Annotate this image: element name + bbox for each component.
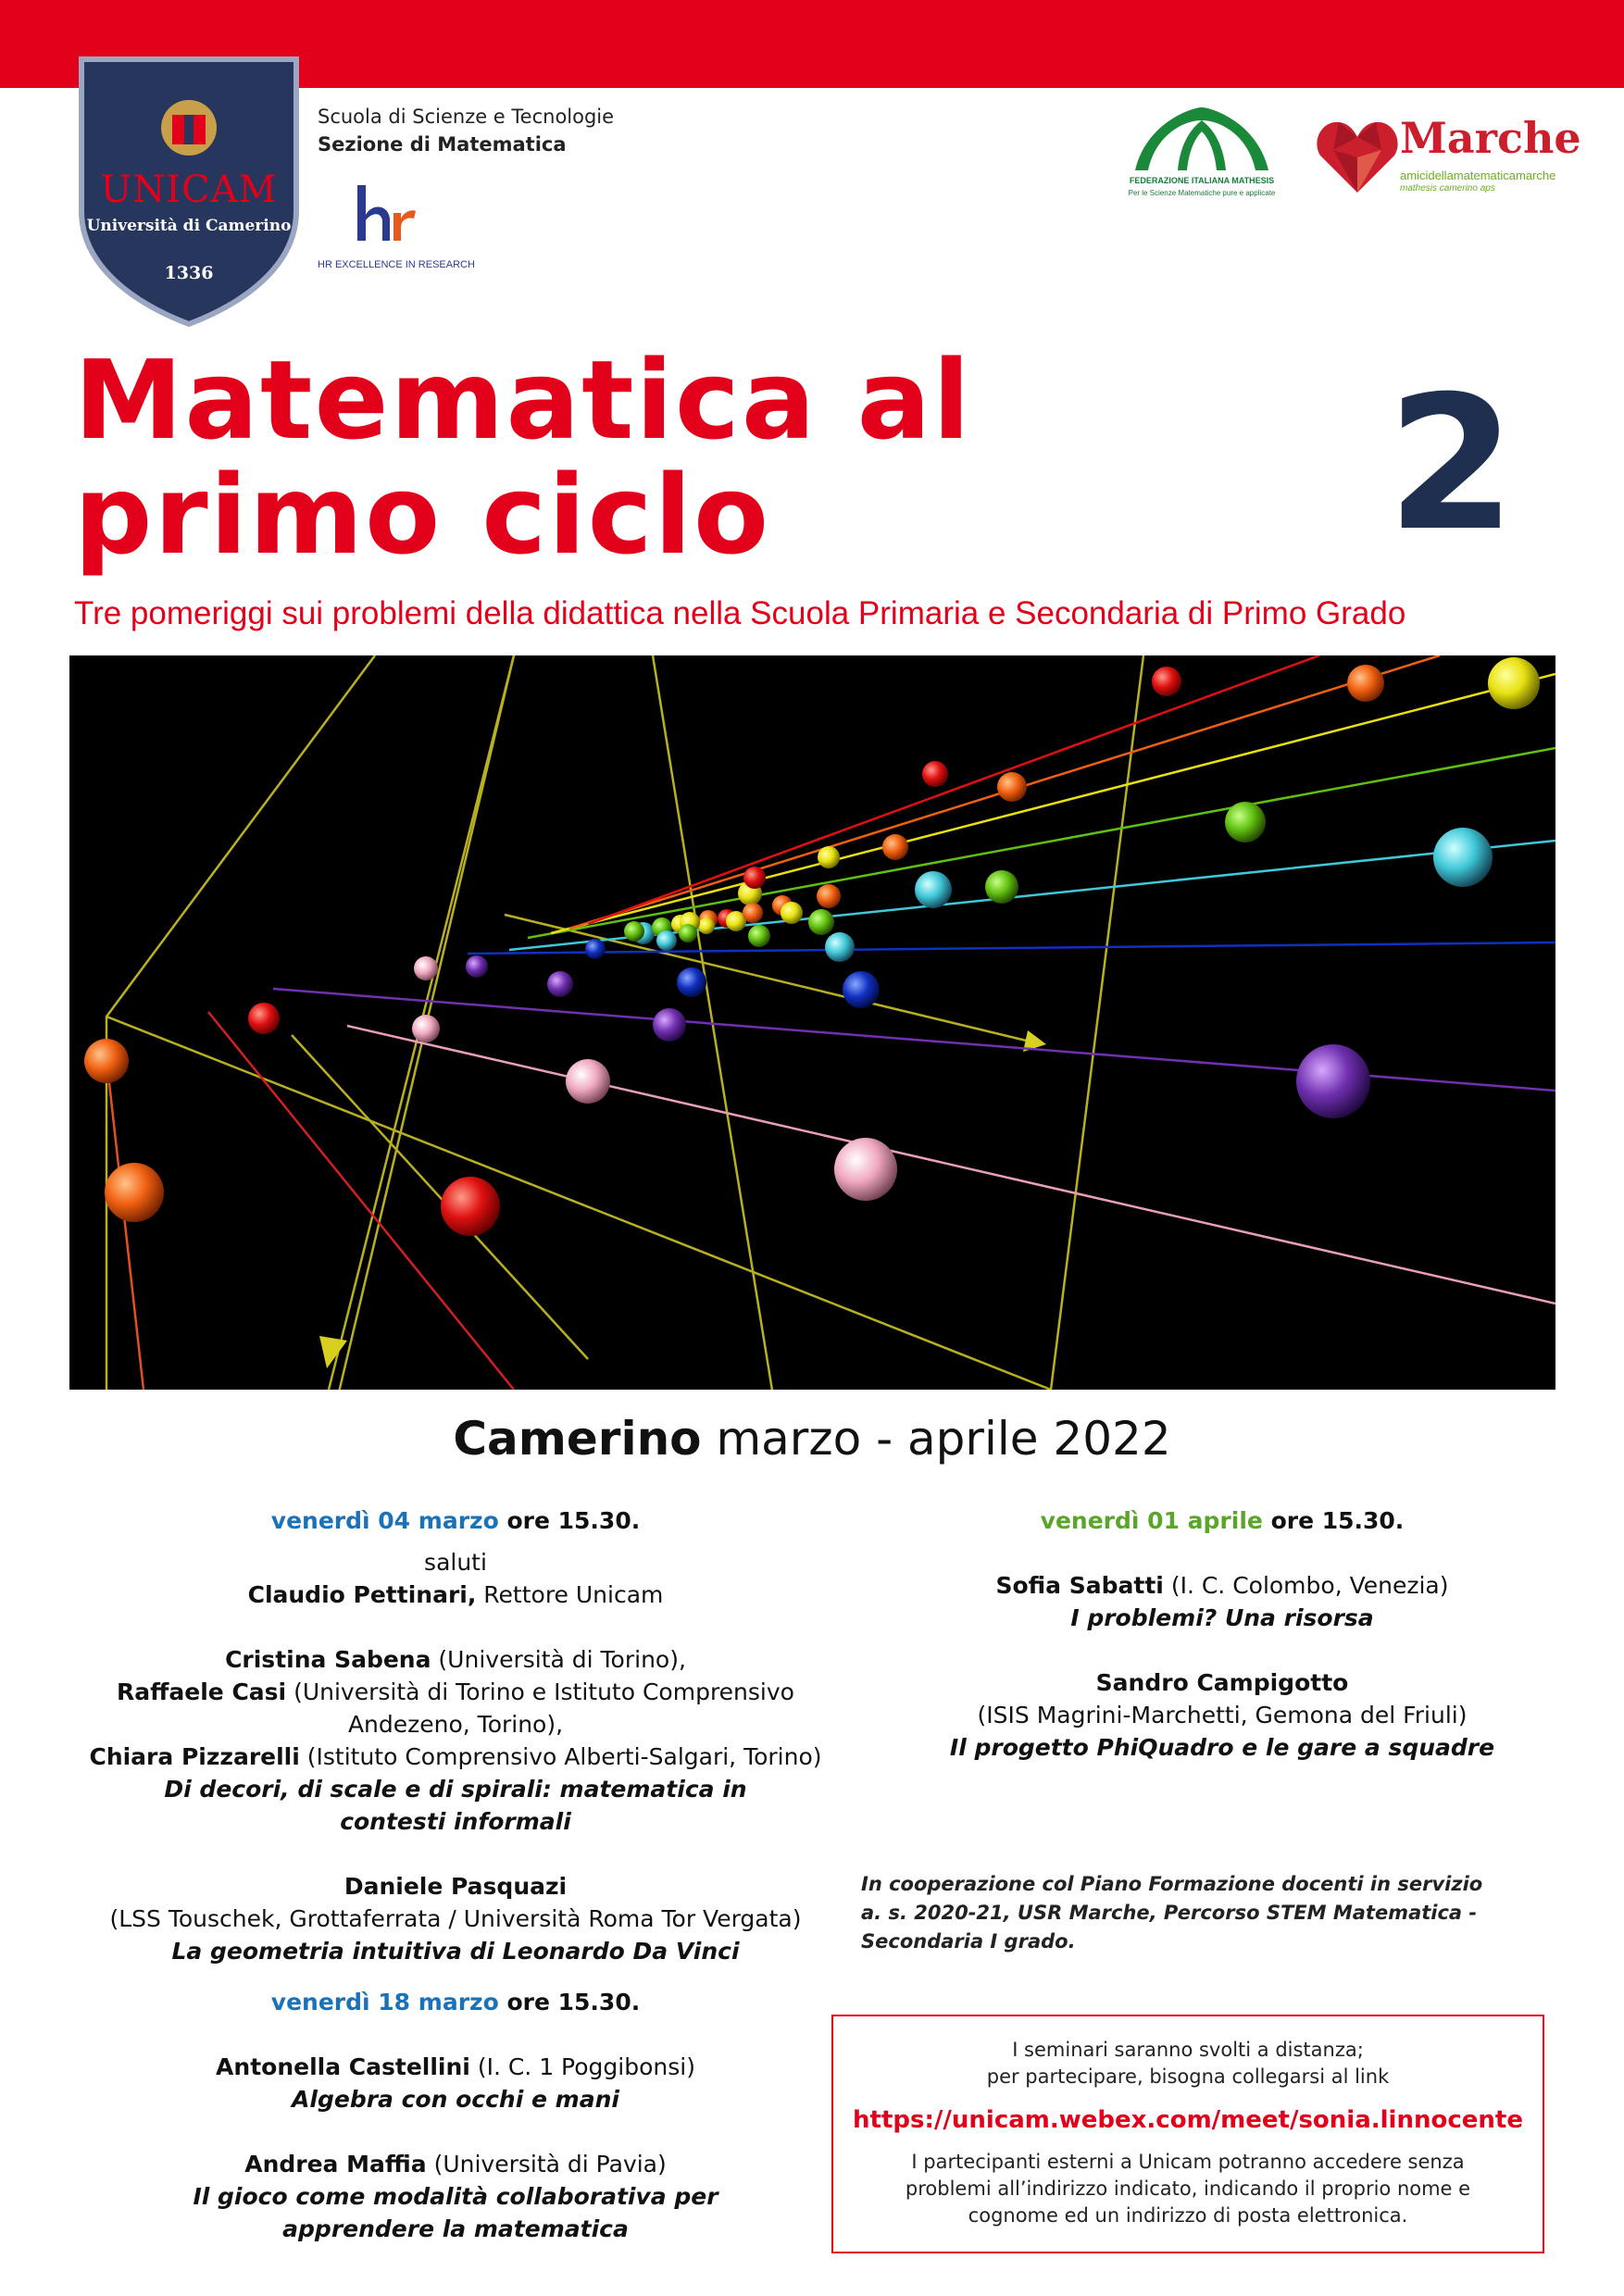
day-time: ore 15.30. bbox=[1262, 1507, 1405, 1534]
info-line: I seminari saranno svolti a distanza; bbox=[1012, 2039, 1364, 2061]
school-line: Scuola di Scienze e Tecnologie bbox=[318, 106, 615, 128]
speaker-affiliation: (Università di Pavia) bbox=[426, 2151, 667, 2177]
info-line: cognome ed un indirizzo di posta elettronica. bbox=[968, 2204, 1408, 2227]
university-subtitle: Università di Camerino bbox=[86, 217, 292, 235]
speaker-affiliation: Andezeno, Torino), bbox=[347, 1711, 564, 1738]
speaker-affiliation: (LSS Touschek, Grottaferrata / Università Roma Tor Vergata) bbox=[109, 1905, 802, 1932]
speaker-name: Claudio Pettinari, bbox=[247, 1581, 477, 1608]
speaker-name: Sandro Campigotto bbox=[1095, 1669, 1349, 1696]
day-heading bbox=[57, 1986, 854, 2018]
speaker-name: Cristina Sabena bbox=[225, 1646, 431, 1673]
university-name: UNICAM bbox=[100, 168, 278, 211]
mathesis-logo bbox=[1128, 104, 1276, 206]
school-info bbox=[318, 103, 614, 158]
program-left-column bbox=[57, 1504, 854, 2245]
day-date: venerdì 04 marzo bbox=[270, 1507, 499, 1534]
saluti-label: saluti bbox=[424, 1549, 487, 1576]
title-line1: Matematica al bbox=[74, 336, 972, 464]
webex-link[interactable]: https://unicam.webex.com/meet/sonia.linnocente bbox=[853, 2106, 1523, 2134]
subtitle: Tre pomeriggi sui problemi della didattica nella Scuola Primaria e Secondaria di Primo Grado bbox=[74, 595, 1406, 631]
program-right-column bbox=[889, 1504, 1555, 1764]
event-dateline bbox=[0, 1412, 1624, 1466]
day-heading bbox=[889, 1504, 1555, 1537]
day-time: ore 15.30. bbox=[498, 1989, 641, 2015]
info-line: per partecipare, bisogna collegarsi al link bbox=[986, 2065, 1390, 2088]
talk-title: Il gioco come modalità collaborativa per bbox=[193, 2183, 718, 2210]
speaker-name: Antonella Castellini bbox=[216, 2053, 470, 2080]
speaker-name: Sofia Sabatti bbox=[995, 1572, 1164, 1599]
speaker bbox=[57, 2051, 854, 2083]
talk-title: apprendere la matematica bbox=[282, 2215, 629, 2242]
speaker-name: Andrea Maffia bbox=[244, 2151, 427, 2177]
speaker-affiliation: (I. C. Colombo, Venezia) bbox=[1163, 1572, 1449, 1599]
talk-title: Algebra con occhi e mani bbox=[292, 2086, 619, 2113]
mathesis-tagline: Per le Scienze Matematiche pure e applicate bbox=[1128, 189, 1276, 197]
speaker bbox=[57, 1676, 854, 1708]
speaker bbox=[889, 1569, 1555, 1602]
speaker-name: Chiara Pizzarelli bbox=[89, 1743, 300, 1770]
period: marzo - aprile 2022 bbox=[701, 1412, 1171, 1466]
city: Camerino bbox=[453, 1412, 702, 1466]
speaker-affiliation: (Università di Torino), bbox=[431, 1646, 686, 1673]
day-heading bbox=[57, 1504, 854, 1537]
speaker bbox=[57, 1643, 854, 1676]
speaker bbox=[57, 2148, 854, 2180]
talk-title: Di decori, di scale e di spirali: matematica in bbox=[164, 1776, 747, 1803]
hero-3d-spheres-image bbox=[69, 655, 1555, 1390]
title-line2: primo ciclo bbox=[74, 451, 771, 579]
coop-line: a. s. 2020-21, USR Marche, Percorso STEM Matematica - bbox=[861, 1902, 1478, 1924]
marche-word: Marche bbox=[1400, 113, 1581, 163]
unicam-logo bbox=[76, 54, 302, 328]
talk-title: Il progetto PhiQuadro e le gare a squadre bbox=[949, 1734, 1495, 1761]
cooperation-note bbox=[861, 1870, 1509, 1956]
day-date: venerdì 18 marzo bbox=[270, 1989, 499, 2015]
edition-number: 2 bbox=[1387, 356, 1517, 572]
speaker-affiliation: (Istituto Comprensivo Alberti-Salgari, Torino) bbox=[299, 1743, 822, 1770]
talk-title: La geometria intuitiva di Leonardo Da Vinci bbox=[171, 1938, 740, 1965]
speaker-affiliation: Rettore Unicam bbox=[476, 1581, 664, 1608]
speaker-affiliation: (Università di Torino e Istituto Comprensivo bbox=[286, 1678, 794, 1705]
talk-title: contesti informali bbox=[340, 1808, 571, 1835]
info-line: I partecipanti esterni a Unicam potranno accedere senza bbox=[911, 2151, 1465, 2173]
speaker-name: Daniele Pasquazi bbox=[344, 1873, 568, 1900]
heart-icon bbox=[1315, 113, 1400, 196]
info-line: problemi all’indirizzo indicato, indicando il proprio nome e bbox=[905, 2177, 1471, 2200]
speaker-affiliation: (ISIS Magrini-Marchetti, Gemona del Friuli) bbox=[977, 1702, 1468, 1728]
university-year: 1336 bbox=[164, 263, 214, 283]
arch-icon bbox=[1128, 104, 1276, 176]
online-info-box bbox=[831, 2015, 1544, 2253]
coop-line: In cooperazione col Piano Formazione docenti in servizio bbox=[861, 1873, 1483, 1895]
mathesis-name: FEDERAZIONE ITALIANA MATHESIS bbox=[1129, 176, 1275, 185]
speaker-name: Raffaele Casi bbox=[117, 1678, 287, 1705]
day-time: ore 15.30. bbox=[498, 1507, 641, 1534]
page-title bbox=[74, 336, 972, 579]
coop-line: Secondaria I grado. bbox=[861, 1930, 1076, 1953]
speaker-affiliation: (I. C. 1 Poggibonsi) bbox=[469, 2053, 695, 2080]
speaker bbox=[57, 1578, 854, 1611]
marche-line1: amicidellamatematicamarche bbox=[1400, 168, 1556, 182]
speaker bbox=[57, 1741, 854, 1773]
marche-logo bbox=[1315, 113, 1581, 206]
talk-title: I problemi? Una risorsa bbox=[1070, 1604, 1374, 1631]
hr-excellence-text: HR EXCELLENCE IN RESEARCH bbox=[318, 259, 475, 270]
day-date: venerdì 01 aprile bbox=[1040, 1507, 1263, 1534]
section-line: Sezione di Matematica bbox=[318, 133, 567, 156]
marche-line2: mathesis camerino aps bbox=[1400, 183, 1495, 193]
